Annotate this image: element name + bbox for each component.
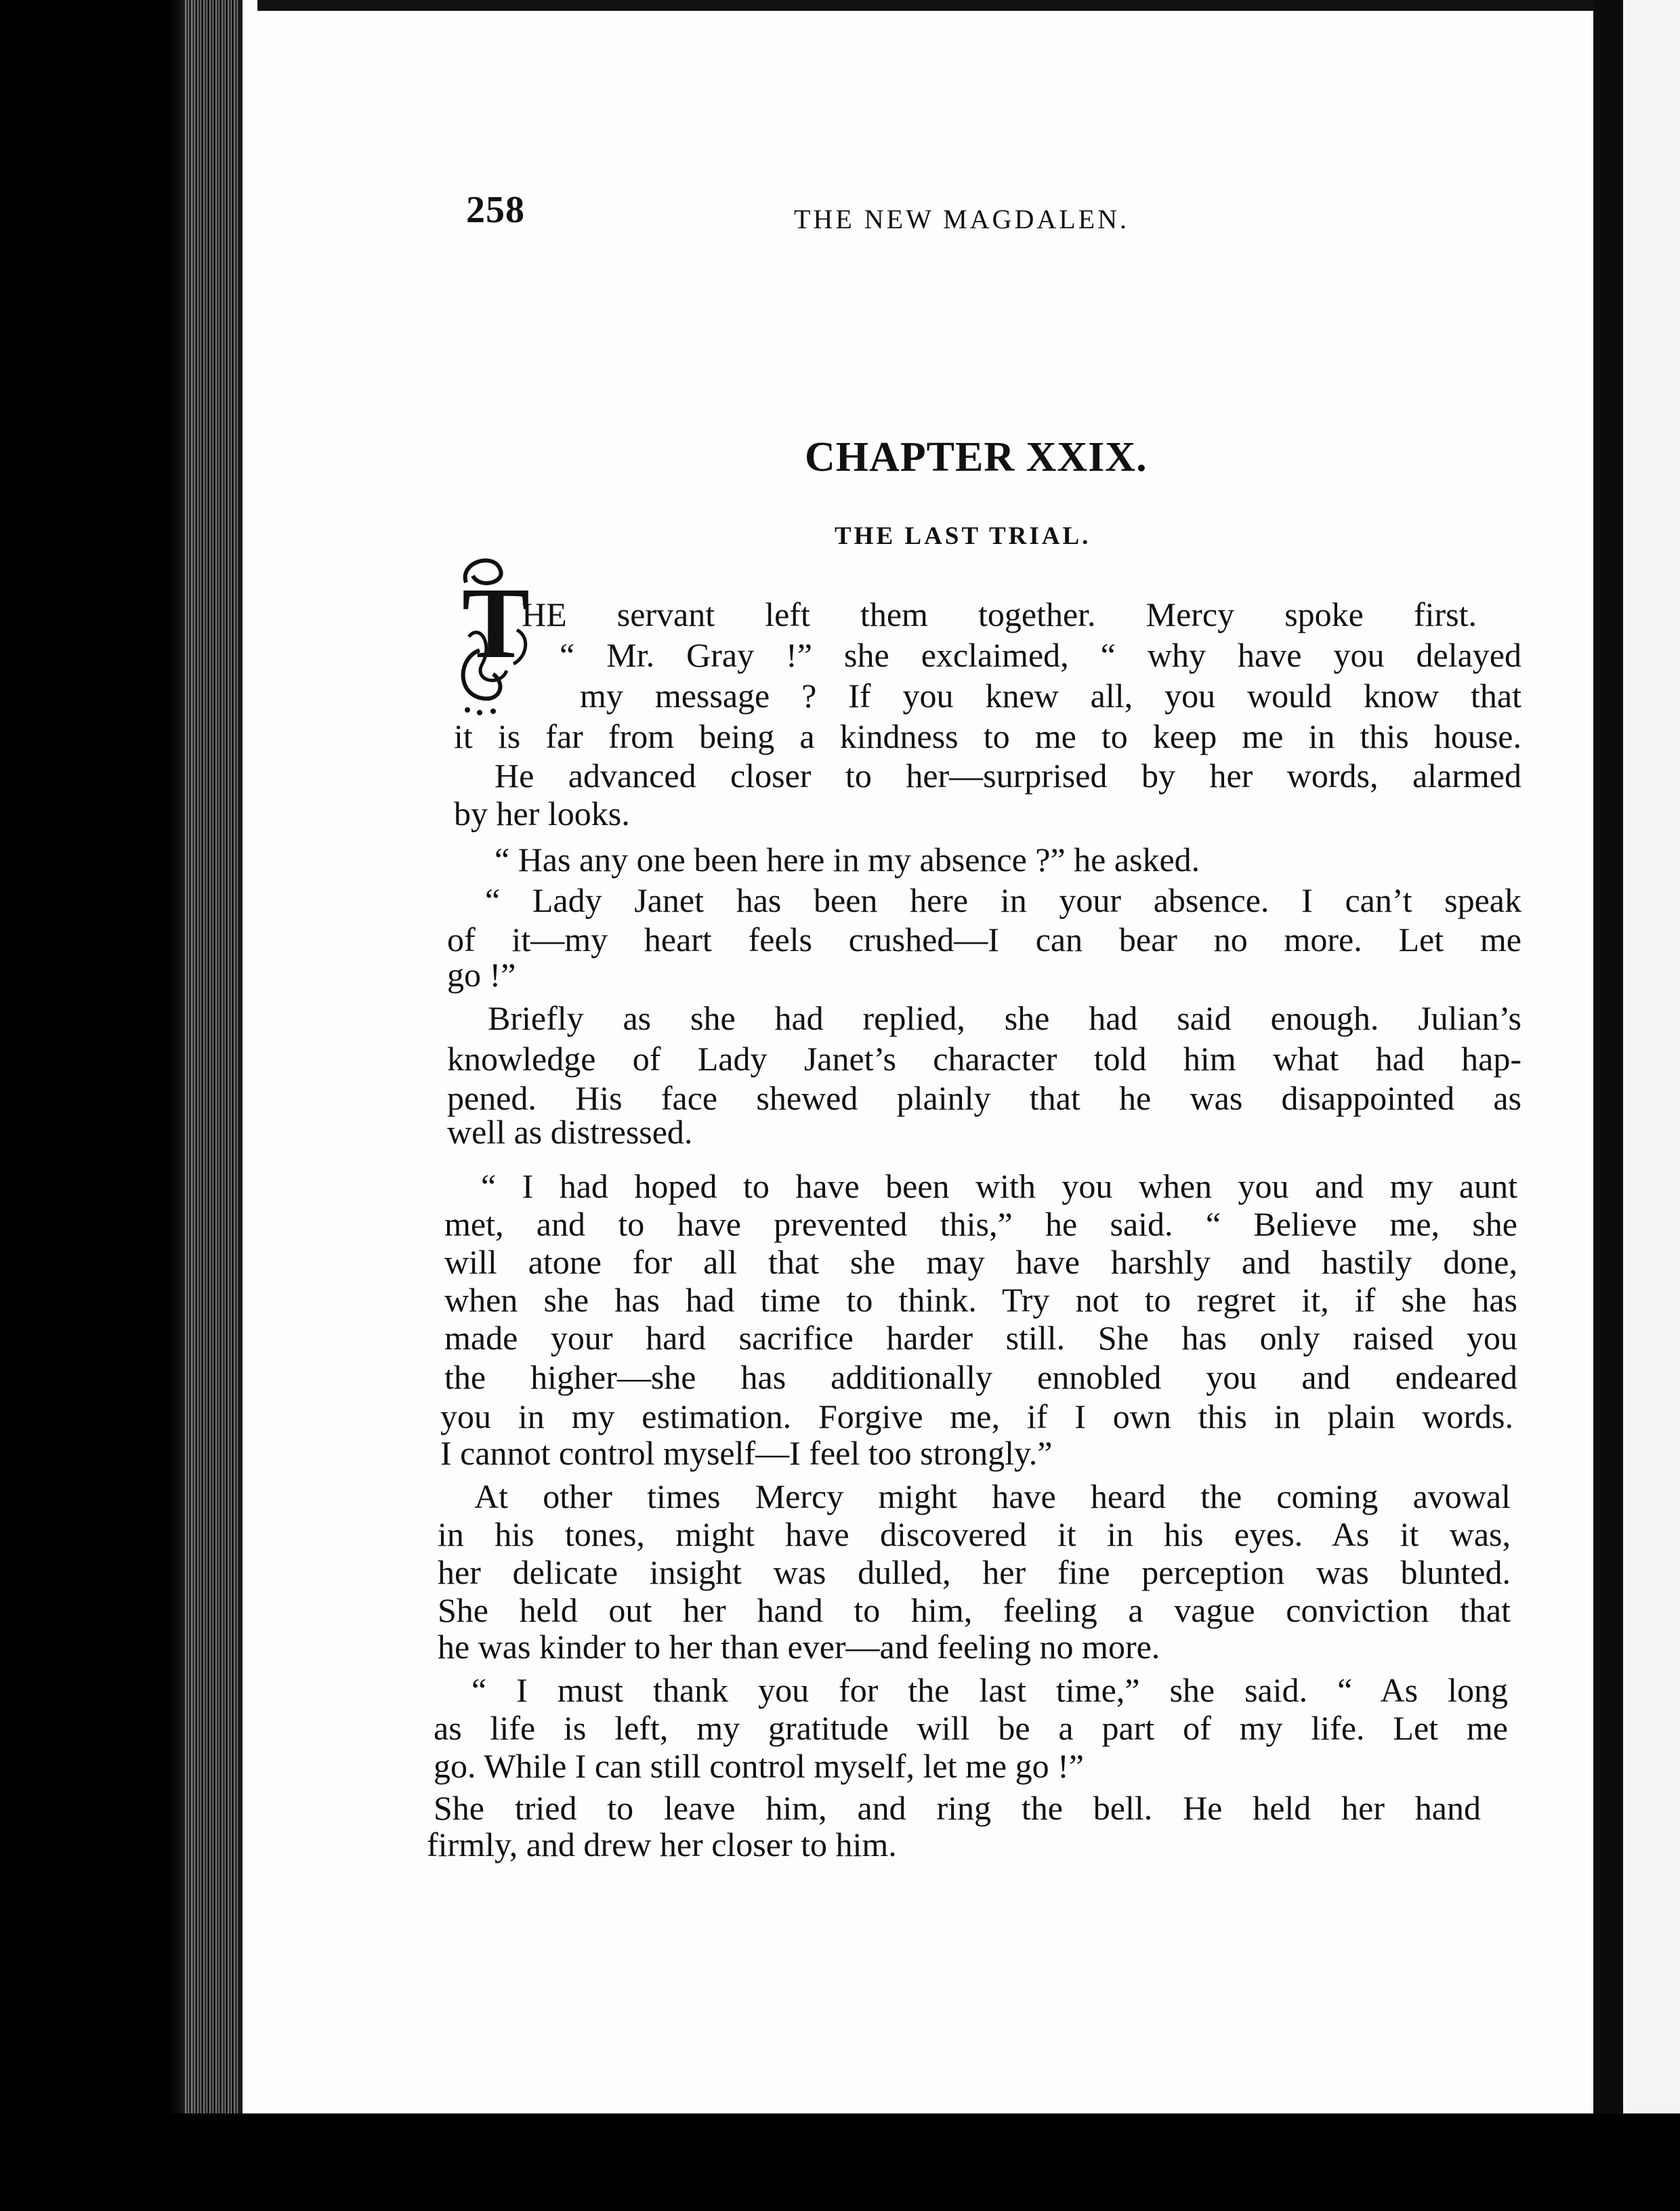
book-gutter (1593, 0, 1623, 2211)
text-line: “ Lady Janet has been here in your absence. I can’t speak (485, 881, 1521, 919)
text-line: met, and to have prevented this,” he said. “ Believe me, she (444, 1205, 1517, 1243)
text-line: “ I had hoped to have been with you when you and my aunt (481, 1167, 1517, 1205)
chapter-title: CHAPTER XXIX. (805, 434, 1148, 480)
text-line: he was kinder to her than ever—and feeling no more. (438, 1628, 1160, 1666)
body-text (420, 0, 1521, 2113)
text-line: “ Has any one been here in my absence ?” he asked. (495, 841, 1200, 879)
text-line: well as distressed. (447, 1113, 693, 1151)
text-line: of it—my heart feels crushed—I can bear no more. Let me (447, 921, 1521, 959)
text-line: pened. His face shewed plainly that he was disappointed as (447, 1079, 1521, 1117)
facing-page-edge (1623, 0, 1680, 2113)
text-line: “ I must thank you for the last time,” she said. “ As long (471, 1671, 1508, 1709)
text-line: She held out her hand to him, feeling a vague conviction that (438, 1591, 1511, 1629)
text-line: At other times Mercy might have heard the coming avowal (474, 1477, 1511, 1515)
text-line: Briefly as she had replied, she had said enough. Julian’s (488, 999, 1521, 1037)
running-title: THE NEW MAGDALEN. (794, 204, 1129, 234)
text-line: HE servant left them together. Mercy spoke first. (522, 595, 1477, 633)
text-line: “ Mr. Gray !” she exclaimed, “ why have you delayed (560, 636, 1521, 674)
text-line: as life is left, my gratitude will be a part of my life. Let me (434, 1709, 1508, 1747)
scan-bottom-edge (0, 2113, 1680, 2211)
chapter-subtitle: THE LAST TRIAL. (835, 522, 1091, 550)
text-line: go !” (447, 956, 516, 994)
text-line: when she has had time to think. Try not to regret it, if she has (444, 1281, 1517, 1319)
text-line: She tried to leave him, and ring the bell. He held her hand (434, 1789, 1481, 1827)
text-line: firmly, and drew her closer to him. (427, 1826, 897, 1863)
text-line: I cannot control myself—I feel too strongly.” (440, 1434, 1053, 1472)
text-line: in his tones, might have discovered it in his eyes. As it was, (438, 1515, 1511, 1553)
svg-text:T: T (461, 567, 530, 679)
text-line: will atone for all that she may have harshly and hastily done, (444, 1243, 1517, 1281)
text-line: her delicate insight was dulled, her fine perception was blunted. (438, 1553, 1511, 1591)
page-block-edge (183, 0, 245, 2211)
page-number: 258 (466, 189, 525, 231)
text-line: you in my estimation. Forgive me, if I own this in plain words. (440, 1397, 1513, 1435)
text-line: knowledge of Lady Janet’s character told him what had hap- (447, 1040, 1521, 1078)
text-line: my message ? If you knew all, you would know that (580, 677, 1521, 715)
text-line: He advanced closer to her—surprised by her words, alarmed (495, 757, 1521, 795)
text-line: it is far from being a kindness to me to keep me in this house. (454, 717, 1521, 755)
text-line: made your hard sacrifice harder still. She has only raised you (444, 1319, 1517, 1357)
text-line: go. While I can still control myself, let me go !” (434, 1747, 1084, 1785)
text-line: the higher—she has additionally ennobled you and endeared (444, 1358, 1517, 1396)
text-line: by her looks. (454, 795, 630, 833)
